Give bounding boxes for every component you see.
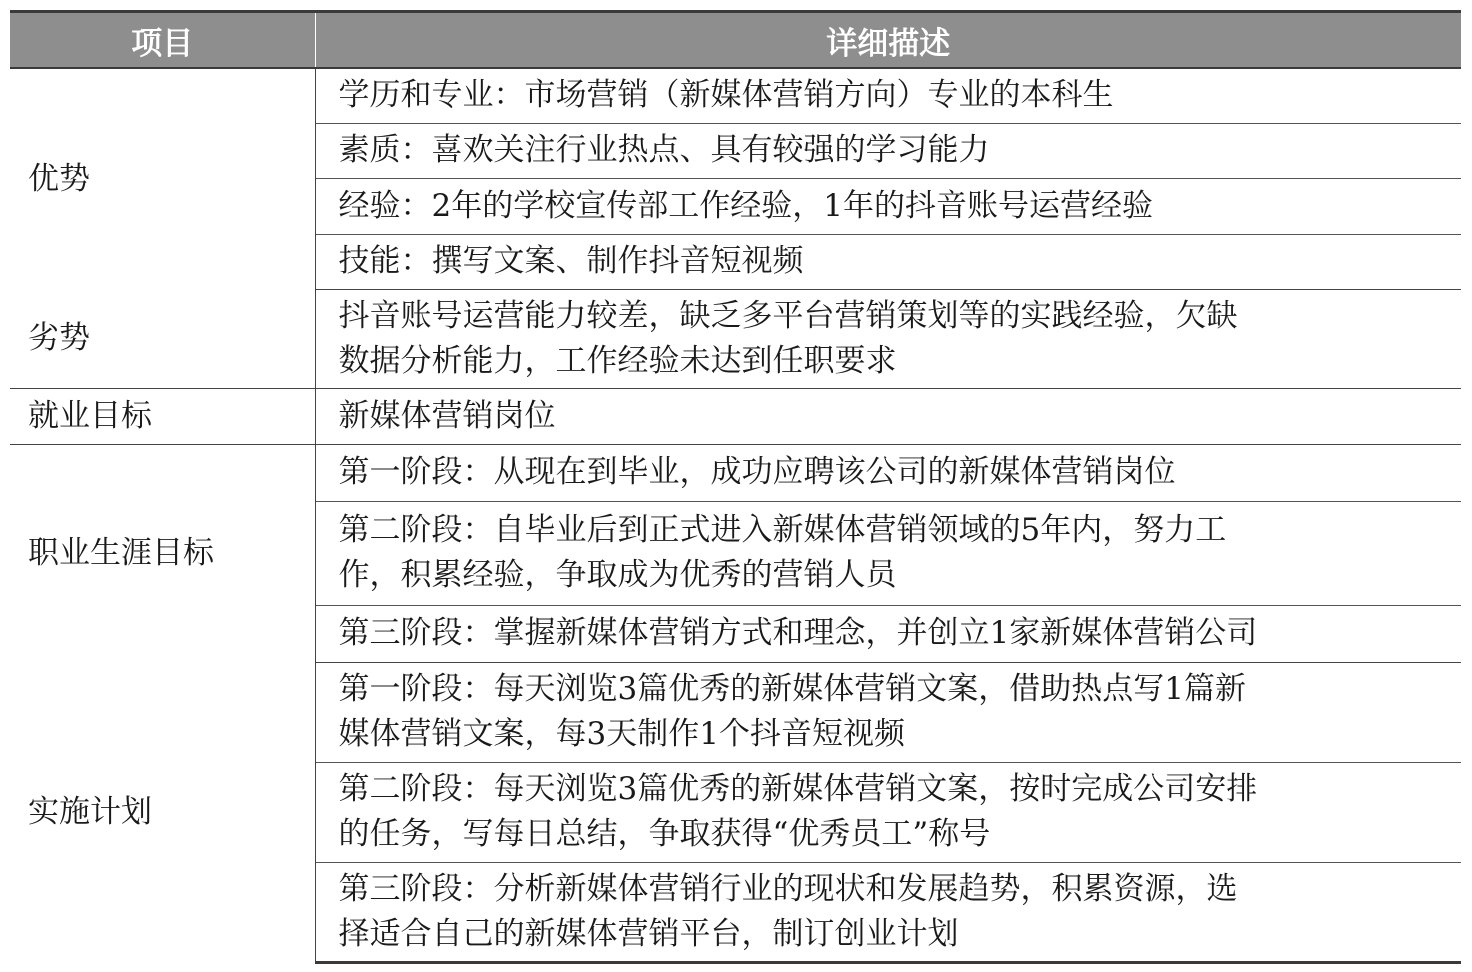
detail-line: 的任务，写每日总结，争取获得“优秀员工”称号: [338, 816, 991, 852]
detail-cell: [315, 234, 1461, 289]
detail-line: 第二阶段：自毕业后到正式进入新媒体营销领域的5年内，努力工: [338, 512, 1227, 548]
table-row: [10, 444, 1461, 501]
detail-cell: [315, 123, 1461, 178]
header-description: 详细描述: [315, 12, 1461, 69]
detail-line: 媒体营销文案，每3天制作1个抖音短视频: [338, 716, 905, 752]
detail-line: 素质：喜欢关注行业热点、具有较强的学习能力: [338, 132, 990, 168]
table-header-row: [10, 12, 1461, 69]
category-cell: 优势: [10, 68, 315, 289]
header-item: 项目: [10, 12, 315, 69]
detail-line: 新媒体营销岗位: [338, 397, 556, 434]
table-row: [10, 68, 1461, 123]
category-cell: 实施计划: [10, 662, 315, 962]
table-row: [10, 388, 1461, 444]
detail-cell: [315, 501, 1461, 605]
category-cell: 劣势: [10, 289, 315, 388]
detail-line: 第二阶段：每天浏览3篇优秀的新媒体营销文案，按时完成公司安排: [338, 771, 1258, 807]
table-row: [10, 289, 1461, 388]
detail-cell: [315, 388, 1461, 444]
detail-cell: [315, 662, 1461, 762]
career-plan-table-container: [10, 10, 1461, 964]
detail-line: 第三阶段：分析新媒体营销行业的现状和发展趋势，积累资源，选: [338, 870, 1238, 907]
detail-line: 择适合自己的新媒体营销平台，制订创业计划: [338, 915, 959, 952]
detail-line: 数据分析能力，工作经验未达到任职要求: [338, 342, 897, 379]
detail-cell: [315, 444, 1461, 501]
detail-line: 技能：撰写文案、制作抖音短视频: [338, 243, 804, 279]
career-plan-table: [10, 10, 1461, 964]
detail-line: 第一阶段：每天浏览3篇优秀的新媒体营销文案，借助热点写1篇新: [338, 671, 1246, 707]
detail-line: 第一阶段：从现在到毕业，成功应聘该公司的新媒体营销岗位: [338, 454, 1176, 490]
detail-line: 第三阶段：掌握新媒体营销方式和理念，并创立1家新媒体营销公司: [338, 615, 1258, 651]
category-cell: 职业生涯目标: [10, 444, 315, 662]
detail-cell: [315, 289, 1461, 388]
detail-cell: [315, 605, 1461, 662]
detail-line: 学历和专业：市场营销（新媒体营销方向）专业的本科生: [338, 77, 1114, 114]
category-cell: 就业目标: [10, 388, 315, 444]
table-body: [10, 68, 1461, 962]
detail-cell: [315, 68, 1461, 123]
table-row: [10, 662, 1461, 762]
detail-line: 经验：2年的学校宣传部工作经验，1年的抖音账号运营经验: [338, 187, 1153, 224]
detail-line: 作，积累经验，争取成为优秀的营销人员: [338, 557, 897, 593]
detail-line: 抖音账号运营能力较差，缺乏多平台营销策划等的实践经验，欠缺: [338, 297, 1238, 334]
detail-cell: [315, 762, 1461, 862]
detail-cell: [315, 862, 1461, 962]
detail-cell: [315, 178, 1461, 234]
